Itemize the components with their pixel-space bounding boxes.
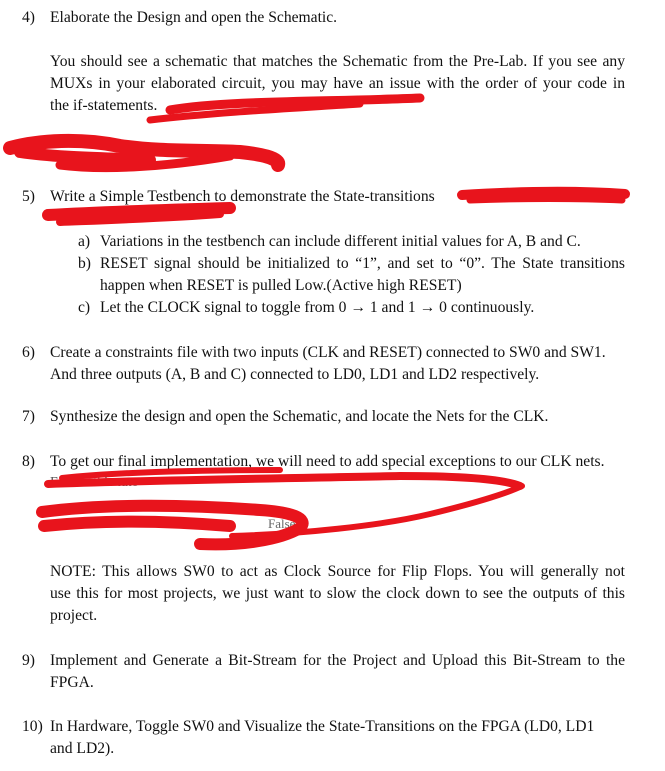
note-line-3: project.	[50, 607, 98, 624]
step-6-text-line-2: And three outputs (A, B and C) connected to LD0, LD1 and LD2 respectively.	[50, 366, 540, 383]
redaction-stroke	[170, 98, 420, 110]
redaction-stroke	[20, 152, 150, 160]
step-8-obscured-code: False	[268, 516, 296, 531]
redaction-stroke	[42, 506, 303, 545]
step-4-para-line-2: MUXs in your elaborated circuit, you may have an issue with the order of your code in	[50, 75, 625, 92]
step-8-text: To get our final implementation, we will need to add special exceptions to our CLK nets.	[50, 453, 605, 470]
step-7-number: 7)	[22, 408, 35, 425]
step-6-text-line-1: Create a constraints file with two inputs (CLK and RESET) connected to SW0 and SW1.	[50, 344, 606, 361]
step-9-text-line-2: FPGA.	[50, 674, 94, 691]
redaction-stroke	[60, 156, 230, 168]
step-5b-number: b)	[78, 255, 91, 272]
redaction-stroke	[60, 214, 220, 222]
step-5c-text: Let the CLOCK signal to toggle from 0 → 1 and 1 → 0 continuously.	[100, 299, 535, 316]
step-5a-number: a)	[78, 233, 91, 250]
step-5b-text-line-1: RESET signal should be initialized to “1”, and set to “0”. The State transitions	[100, 255, 625, 272]
note-line-1: NOTE: This allows SW0 to act as Clock Source for Flip Flops. You will generally not	[50, 563, 625, 580]
step-4-text: Elaborate the Design and open the Schematic.	[50, 9, 338, 26]
step-8-number: 8)	[22, 453, 35, 470]
redaction-stroke	[150, 104, 360, 120]
step-5c-number: c)	[78, 299, 91, 316]
step-4-number: 4)	[22, 9, 35, 26]
step-10-number: 10)	[22, 718, 43, 735]
step-4-para-line-1: You should see a schematic that matches the Schematic from the Pre-Lab. If you see any	[50, 53, 625, 70]
step-7-text: Synthesize the design and open the Schematic, and locate the Nets for the CLK.	[50, 408, 549, 425]
step-6-number: 6)	[22, 344, 35, 361]
step-10-text-line-2: and LD2).	[50, 740, 115, 757]
step-9-number: 9)	[22, 652, 35, 669]
step-8-obscured-line: Follow this tuto	[50, 475, 139, 490]
step-5-number: 5)	[22, 188, 35, 205]
note-line-2: use this for most projects, we just want to slow the clock down to see the outputs of this	[50, 585, 625, 602]
step-5-text: Write a Simple Testbench to demonstrate the State-transitions	[50, 188, 435, 205]
redaction-stroke	[462, 192, 625, 195]
step-9-text-line-1: Implement and Generate a Bit-Stream for the Project and Upload this Bit-Stream to the	[50, 652, 625, 669]
step-5a-text: Variations in the testbench can include different initial values for A, B and C.	[100, 233, 581, 250]
redaction-stroke	[48, 208, 230, 215]
redaction-stroke	[44, 522, 230, 527]
step-4-para-line-3: the if-statements.	[50, 97, 158, 114]
step-5b-text-line-2: happen when RESET is pulled Low.(Active high RESET)	[100, 277, 462, 294]
redaction-stroke	[10, 141, 278, 165]
step-10-text-line-1: In Hardware, Toggle SW0 and Visualize the State-Transitions on the FPGA (LD0, LD1	[50, 718, 595, 735]
redaction-stroke	[470, 199, 622, 201]
